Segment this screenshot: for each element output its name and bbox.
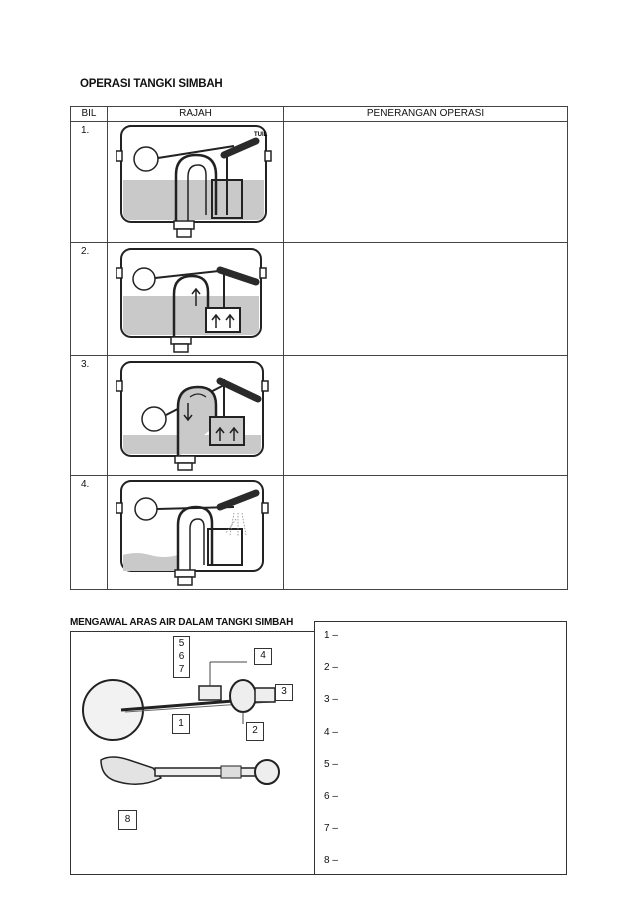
- callout-8: 8: [118, 810, 137, 830]
- callout-4: 4: [254, 648, 272, 665]
- header-penerangan: PENERANGAN OPERASI: [284, 107, 568, 122]
- row-number: 2.: [71, 243, 108, 356]
- section-title-aras-air: MENGAWAL ARAS AIR DALAM TANGKI SIMBAH: [70, 617, 294, 628]
- callout-5: 5: [178, 638, 185, 649]
- diagram-cell: [108, 122, 284, 243]
- cistern-diagram-1: [116, 125, 276, 239]
- header-rajah: RAJAH: [108, 107, 284, 122]
- table-row: [71, 356, 568, 476]
- diagram-cell: [108, 356, 284, 476]
- answer-line: 4 –: [324, 727, 338, 738]
- ballcock-diagram-box: [70, 631, 315, 875]
- callout-1: 1: [172, 714, 190, 734]
- description-cell: [284, 243, 568, 356]
- row-number: 4.: [71, 476, 108, 590]
- ballcock-diagram: [71, 632, 314, 874]
- diagram-cell: [108, 476, 284, 590]
- description-cell: [284, 476, 568, 590]
- callout-3: 3: [275, 684, 293, 701]
- description-cell: [284, 356, 568, 476]
- row-number: 3.: [71, 356, 108, 476]
- answer-line: 3 –: [324, 694, 338, 705]
- table-row: [71, 476, 568, 590]
- table-row: [71, 122, 568, 243]
- answer-line: 5 –: [324, 759, 338, 770]
- answer-line: 8 –: [324, 855, 338, 866]
- callout-2: 2: [246, 722, 264, 741]
- answer-line: 7 –: [324, 823, 338, 834]
- header-bil: BIL: [71, 107, 108, 122]
- cistern-diagram-2: [116, 246, 276, 354]
- table-header-row: [71, 107, 568, 122]
- cistern-diagram-4: [116, 479, 276, 587]
- description-cell: [284, 122, 568, 243]
- answer-line: 2 –: [324, 662, 338, 673]
- answer-line: 1 –: [324, 630, 338, 641]
- answer-list-box: [314, 621, 567, 875]
- lever-label: TUIL: [254, 132, 268, 138]
- callout-6: 6: [178, 651, 185, 662]
- operation-table: [70, 106, 568, 590]
- callout-box-5-6-7: [173, 636, 190, 678]
- row-number: 1.: [71, 122, 108, 243]
- callout-7: 7: [178, 664, 185, 675]
- answer-line: 6 –: [324, 791, 338, 802]
- diagram-cell: [108, 243, 284, 356]
- table-row: [71, 243, 568, 356]
- cistern-diagram-3: [116, 359, 276, 471]
- section-title-operasi: OPERASI TANGKI SIMBAH: [80, 78, 223, 90]
